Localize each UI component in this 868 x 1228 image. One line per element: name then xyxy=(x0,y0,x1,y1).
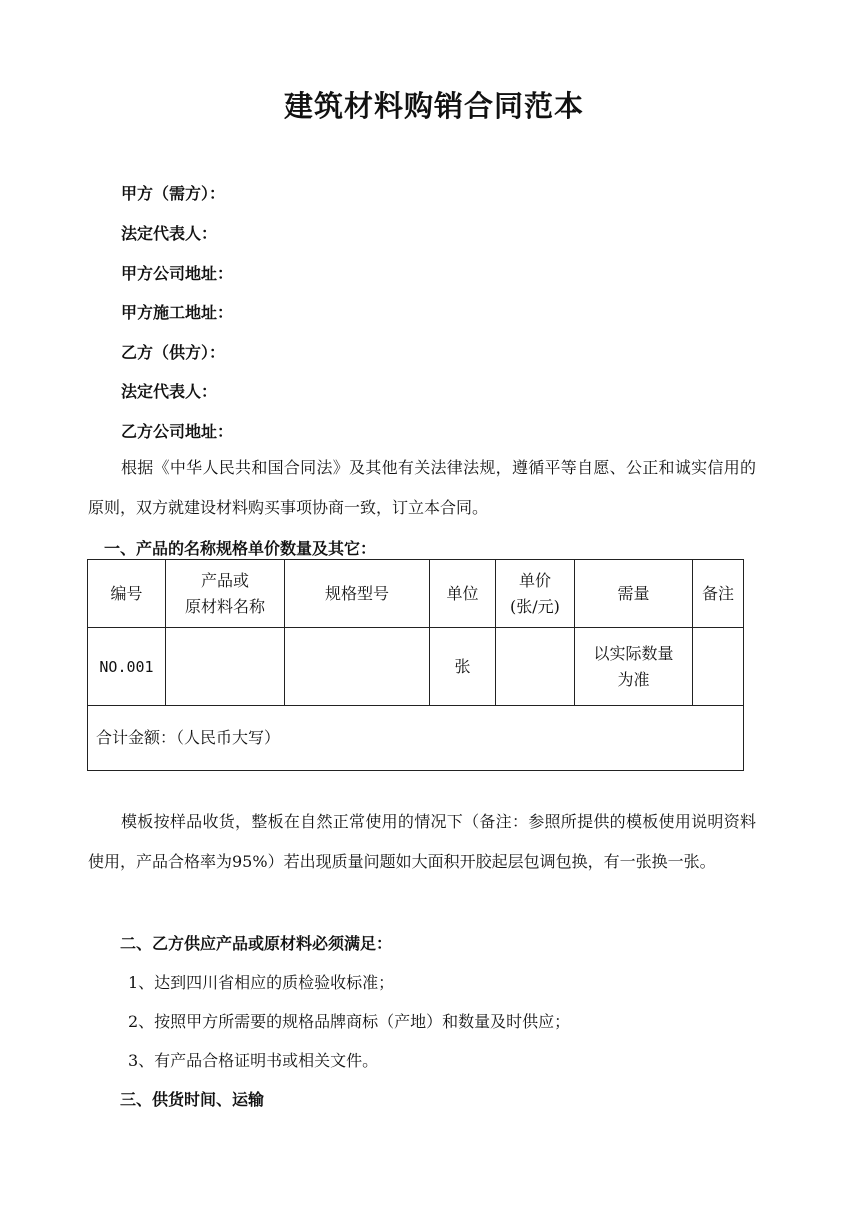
header-no: 编号 xyxy=(88,560,166,628)
header-product-name-line2: 原材料名称 xyxy=(184,596,265,616)
requirement-item-2: 2、按照甲方所需要的规格品牌商标（产地）和数量及时供应； xyxy=(128,1012,571,1031)
party-a-label: 甲方（需方）： xyxy=(121,184,226,203)
header-quantity: 需量 xyxy=(575,560,693,628)
party-a-company-address-label: 甲方公司地址： xyxy=(121,264,234,283)
party-b-label: 乙方（供方）： xyxy=(121,343,226,362)
cell-no: NO.001 xyxy=(88,628,166,706)
cell-quantity xyxy=(575,628,693,706)
table-row xyxy=(88,628,744,706)
cell-quantity-line1: 以实际数量 xyxy=(593,643,674,663)
header-spec: 规格型号 xyxy=(285,560,430,628)
header-remark: 备注 xyxy=(693,560,744,628)
product-spec-table xyxy=(87,559,744,771)
section-3-heading: 三、供货时间、运输 xyxy=(120,1090,265,1109)
requirement-item-1: 1、达到四川省相应的质检验收标准； xyxy=(128,973,395,992)
header-unit: 单位 xyxy=(430,560,496,628)
party-a-construction-address-label: 甲方施工地址： xyxy=(121,303,234,322)
party-b-legal-rep-label: 法定代表人： xyxy=(121,382,218,401)
cell-product-name xyxy=(166,628,285,706)
cell-remark xyxy=(693,628,744,706)
section-1-heading: 一、产品的名称规格单价数量及其它： xyxy=(104,539,377,558)
header-unit-price-line1: 单价 xyxy=(518,570,551,590)
header-unit-price-line2: (张/元) xyxy=(510,596,560,616)
table-total-row xyxy=(88,706,744,771)
cell-quantity-line2: 为准 xyxy=(617,669,650,689)
table-header-row xyxy=(88,560,744,628)
section-2-heading: 二、乙方供应产品或原材料必须满足： xyxy=(120,934,393,953)
total-amount-cell: 合计金额：（人民币大写） xyxy=(88,706,744,771)
note-paragraph: 模板按样品收货，整板在自然正常使用的情况下（备注：参照所提供的模板使用说明资料使用，产品合格率为95%）若出现质量问题如大面积开胶起层包调包换，有一张换一张。 xyxy=(88,812,756,871)
cell-unit: 张 xyxy=(430,628,496,706)
intro-paragraph: 根据《中华人民共和国合同法》及其他有关法律法规，遵循平等自愿、公正和诚实信用的原则，双方就建设材料购买事项协商一致，订立本合同。 xyxy=(88,458,756,517)
requirement-item-3: 3、有产品合格证明书或相关文件。 xyxy=(128,1051,379,1070)
header-unit-price xyxy=(496,560,575,628)
party-a-legal-rep-label: 法定代表人： xyxy=(121,224,218,243)
header-product-name-line1: 产品或 xyxy=(200,570,249,590)
header-product-name xyxy=(166,560,285,628)
party-b-company-address-label: 乙方公司地址： xyxy=(121,422,234,441)
cell-unit-price xyxy=(496,628,575,706)
document-title: 建筑材料购销合同范本 xyxy=(283,89,584,123)
cell-spec xyxy=(285,628,430,706)
